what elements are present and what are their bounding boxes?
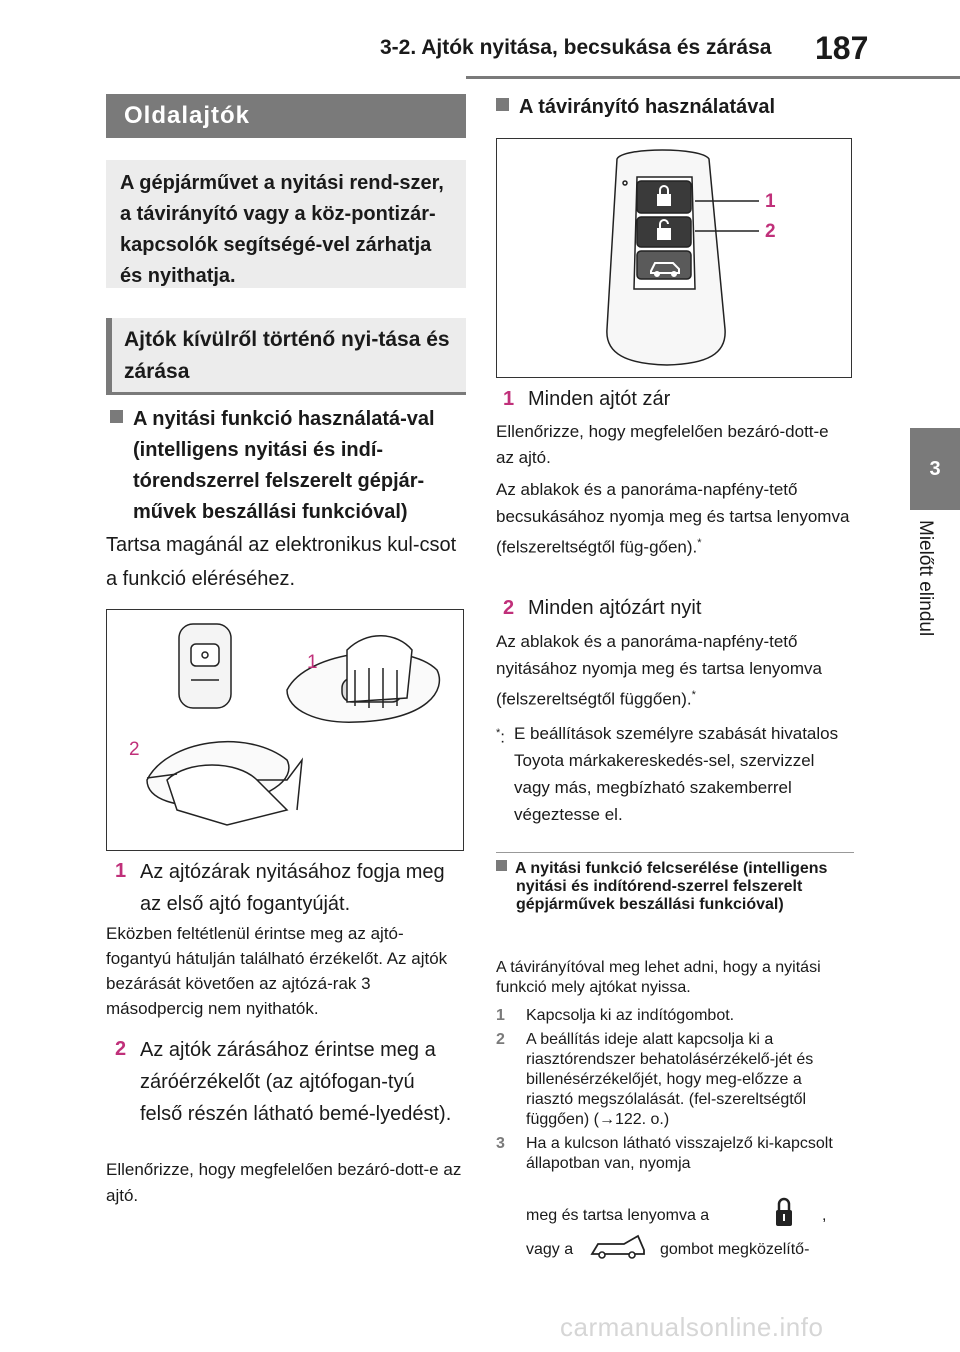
box-rule — [496, 852, 854, 853]
bullet-square-icon — [496, 98, 509, 111]
footnote-marker — [496, 720, 512, 751]
box-step-number: 2 — [496, 1031, 505, 1048]
section-heading-bar — [106, 94, 466, 138]
bullet-heading-left-text: A nyitási funkció használatá-val (intelligens nyitási és indí-tórendszerrel felszerelt gépjár-művek beszállási funkcióval) — [133, 408, 435, 523]
key-fob-illustration — [497, 139, 851, 377]
box-step3-line2 — [526, 1206, 856, 1236]
subsection-box — [106, 318, 466, 392]
footnote-ref: * — [691, 689, 696, 701]
right-step2-note — [496, 628, 850, 713]
box-step3-line3 — [526, 1240, 856, 1270]
bullet-text-left: Tartsa magánál az elektronikus kul-csot a funkció eléréséhez. — [106, 534, 457, 590]
bullet-square-icon — [496, 860, 507, 871]
bullet-square-icon — [110, 410, 123, 423]
intro-text: A gépjárművet a nyitási rend-szer, a távirányító vagy a köz-pontizár-kapcsolók segítségé-vel zárhatja és nyithatja. — [120, 172, 444, 287]
box-step3-line3-text-b: gombot megközelítő- — [660, 1241, 810, 1258]
bullet-heading-right-text: A távirányító használatával — [519, 96, 776, 118]
header-rule — [466, 76, 960, 79]
box-heading-text: A nyitási funkció felcserélése (intelligens nyitási és indítórend-szerrel felszerelt gépjárművek beszállási funkcióval) — [515, 860, 828, 913]
box-step — [496, 1006, 850, 1026]
lock-icon — [762, 1194, 802, 1230]
right-step2-note-text: Az ablakok és a panoráma-napfény-tető nyitásához nyomja meg és tartsa lenyomva (felszereltségtől függően). — [496, 632, 822, 709]
box-step-text: Kapcsolja ki az indítógombot. — [526, 1007, 735, 1024]
trunk-car-icon — [588, 1232, 648, 1262]
footnote-ref: * — [697, 537, 702, 549]
door-handle-illustration — [107, 610, 463, 850]
section-heading: Oldalajtók — [124, 102, 251, 129]
chapter-label-text: Mielőtt elindul — [915, 520, 936, 637]
box-step — [496, 1134, 850, 1174]
right-step1-number — [503, 384, 523, 415]
right-step1-note-b-text: Az ablakok és a panoráma-napfény-tető becsukásához nyomja meg és tartsa lenyomva (felszereltségtől füg-gően). — [496, 480, 850, 557]
bullet-heading-left — [110, 404, 460, 528]
page-number: 187 — [815, 30, 869, 66]
box-step3-comma: , — [822, 1207, 827, 1224]
running-header: 3-2. Ajtók nyitása, becsukása és zárása — [380, 36, 772, 59]
left-step2-title: Az ajtók zárásához érintse meg a záróérzékelőt (az ajtófogan-tyú felső részén látható bemé-lyedést). — [140, 1039, 452, 1125]
step-num: 1 — [503, 388, 515, 410]
right-step2-number — [503, 593, 523, 624]
right-figure-callout-2: 2 — [765, 221, 776, 242]
chapter-label — [892, 520, 952, 660]
footnote-sep: : — [500, 727, 506, 747]
left-step1-title: Az ajtózárak nyitásához fogja meg az első ajtó fogantyúját. — [140, 861, 445, 915]
door-handle-figure — [106, 609, 464, 851]
box-step — [496, 1030, 850, 1130]
left-figure-callout-2: 2 — [129, 739, 140, 760]
footnote-text: E beállítások személyre szabását hivatalos Toyota márkakereskedés-sel, szervizzel vagy más, megbízható szakemberrel végeztesse el. — [514, 724, 839, 824]
bullet-heading-right — [496, 92, 876, 123]
left-step1-number — [115, 856, 135, 887]
box-step3-line2-text: meg és tartsa lenyomva a — [526, 1207, 710, 1224]
box-step3-line3-text-a: vagy a — [526, 1241, 574, 1258]
box-step-text: A beállítás ideje alatt kapcsolja ki a riasztórendszer behatolásérzékelő-jét és billenésérzékelőjét, hogy meg-előzze a riasztó megszólalását. (fel-szereltségtől függően) (→122. o.) — [526, 1031, 814, 1128]
key-fob-figure — [496, 138, 852, 378]
right-step1-title: Minden ajtót zár — [528, 388, 671, 410]
intro-box — [106, 160, 466, 288]
box-step-number: 1 — [496, 1007, 505, 1024]
subsection-rule — [106, 392, 466, 395]
box-step-number: 3 — [496, 1135, 505, 1152]
step-num: 1 — [115, 860, 127, 882]
left-step2-note: Ellenőrizze, hogy megfelelően bezáró-dott-e az ajtó. — [106, 1160, 462, 1205]
subsection-heading: Ajtók kívülről történő nyi-tása és zárása — [124, 328, 450, 383]
bullet-block-left — [110, 404, 460, 528]
box-heading — [496, 860, 866, 914]
box-steps — [496, 1006, 850, 1174]
chapter-tab: 3 — [910, 428, 960, 510]
footnote-mark: * — [496, 727, 501, 739]
left-step1-note: Eközben feltétlenül érintse meg az ajtó-fogantyú hátulján található érzékelőt. Az ajtók bezárását követően az ajtózá-rak 3 másodpercig nem nyithatók. — [106, 924, 448, 1018]
right-step1-note-b — [496, 476, 850, 561]
box-intro: A távirányítóval meg lehet adni, hogy a nyitási funkció mely ajtókat nyissa. — [496, 959, 821, 996]
left-figure-callout-1: 1 — [307, 652, 318, 673]
box-step-text: Ha a kulcson látható visszajelző ki-kapcsolt állapotban van, nyomja — [526, 1135, 833, 1172]
right-step2-title: Minden ajtózárt nyit — [528, 597, 702, 619]
right-figure-callout-1: 1 — [765, 191, 776, 212]
left-step2-number — [115, 1034, 135, 1065]
step-num: 2 — [115, 1038, 127, 1060]
watermark: carmanualsonline.info — [560, 1312, 824, 1342]
step-num: 2 — [503, 597, 515, 619]
right-step1-note-a: Ellenőrizze, hogy megfelelően bezáró-dott-e az ajtó. — [496, 422, 829, 467]
